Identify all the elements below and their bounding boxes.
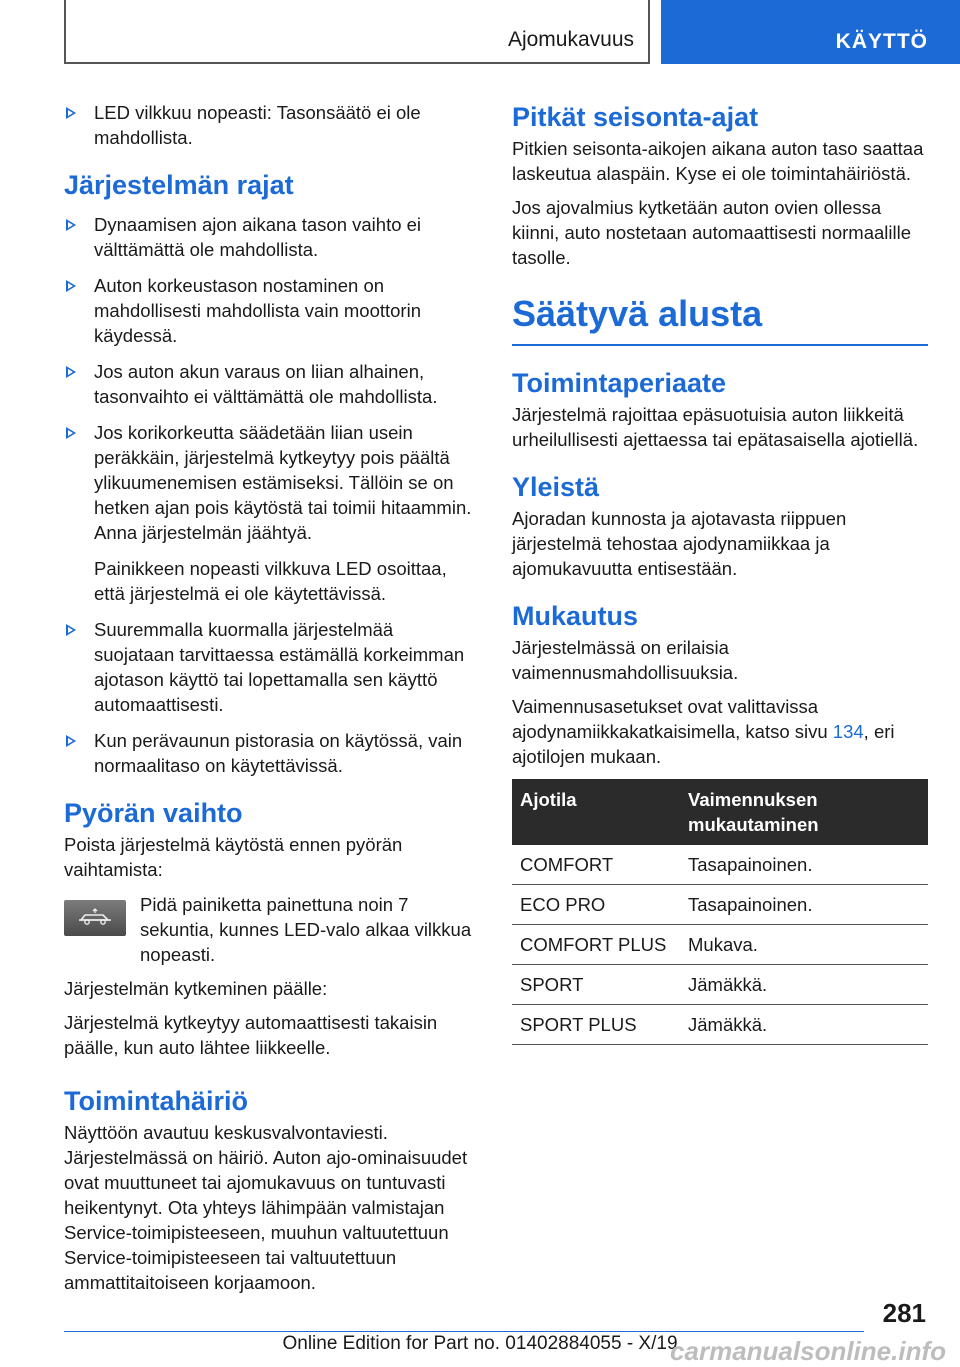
wheel-on-text: Järjestelmä kytkeytyy automaattisesti takaisin päälle, kun auto lähtee liikkeelle.: [64, 1012, 438, 1058]
header-section-title: Ajomukavuus: [507, 28, 634, 51]
button-instruction-text: Pidä painiketta painettuna noin 7 sekuntia, kunnes LED-valo alkaa vilkkua nopeasti.: [140, 894, 472, 965]
bullet-text: Kun perävaunun pistorasia on käytössä, vain normaalitaso on käytettävissä.: [94, 730, 463, 776]
table-cell: Tasapainoinen.: [680, 885, 928, 925]
adaptation-text-2: [512, 694, 928, 769]
bullet-item: [64, 420, 478, 606]
footer-edition: Online Edition for Part no. 01402884055 - X/19: [282, 1333, 678, 1354]
table-row: [512, 885, 928, 925]
table-header-row: [512, 779, 928, 845]
header-chapter-tab: [661, 0, 960, 64]
malfunction-text: Näyttöön avautuu keskusvalvontaviesti. Järjestelmässä on häiriö. Auton ajo-ominaisuudet ovat muuttuneet tai ajomukavuus on tuntuvasti heikentynyt. Ota yhteys lähimpään valmistajan Service-toimipisteeseen, muuhun valtuutettuun Service-toimipisteeseen tai valtuutettuun ammattitaitoiseen korjaamoon.: [64, 1122, 468, 1293]
table-cell: ECO PRO: [512, 885, 680, 925]
bullet-text: Jos korikorkeutta säädetään liian usein peräkkäin, järjestelmä kytkeytyy pois päältä ylikuumenemisen estämiseksi. Tällöin se on hetken ajan pois käytöstä tai toimii hitaammin. Anna järjestelmän jäähtyä.: [94, 422, 472, 543]
right-column: [512, 100, 928, 1045]
bullet-text: Jos auton akun varaus on liian alhainen, tasonvaihto ei välttämättä ole mahdollista.: [94, 361, 438, 407]
bullet-text: LED vilkkuu nopeasti: Tasonsäätö ei ole mahdollista.: [94, 102, 421, 148]
adaptation-text-2-pre: Vaimennusasetukset ovat valittavissa ajodynamiikkakatkaisimella, katso sivu: [512, 696, 833, 742]
heading-wheel-change: Pyörän vaihto: [64, 798, 243, 828]
bullet-text: Dynaamisen ajon aikana tason vaihto ei välttämättä ole mahdollista.: [94, 214, 422, 260]
parking-text-1: Pitkien seisonta-aikojen aikana auton taso saattaa laskeutua alaspäin. Kyse ei ole toimintahäiriöstä.: [512, 138, 924, 184]
adaptation-text-1: Järjestelmässä on erilaisia vaimennusmahdollisuuksia.: [512, 637, 739, 683]
bullet-item: [64, 212, 478, 262]
bullet-note: Painikkeen nopeasti vilkkuva LED osoittaa, että järjestelmä ei ole käytettävissä.: [94, 558, 447, 604]
table-cell: Jämäkkä.: [680, 965, 928, 1005]
bullet-item: [64, 359, 478, 409]
footer-divider: [64, 1331, 864, 1332]
left-column: [64, 100, 478, 1304]
heading-adaptation: Mukautus: [512, 601, 639, 631]
table-cell: COMFORT: [512, 845, 680, 885]
parking-text-2: Jos ajovalmius kytketään auton ovien ollessa kiinni, auto nostetaan automaattisesti normaalille tasolle.: [512, 197, 912, 268]
wheel-on-label: Järjestelmän kytkeminen päälle:: [64, 978, 328, 999]
wheel-change-text: Poista järjestelmä käytöstä ennen pyörän vaihtamista:: [64, 834, 403, 880]
adaptation-text-2-post: , eri ajotilojen mukaan.: [512, 721, 895, 767]
triangle-bullet-icon: [66, 107, 76, 119]
heading-general: Yleistä: [512, 472, 600, 502]
page-number: 281: [882, 1298, 926, 1328]
table-row: [512, 1005, 928, 1045]
triangle-bullet-icon: [66, 735, 76, 747]
table-row: [512, 925, 928, 965]
general-text: Ajoradan kunnosta ja ajotavasta riippuen järjestelmä tehostaa ajodynamiikkaa ja ajomukavuutta entisestään.: [512, 508, 847, 579]
page-reference-link[interactable]: 134: [832, 721, 864, 742]
table-row: [512, 965, 928, 1005]
table-cell: Tasapainoinen.: [680, 845, 928, 885]
header-chapter-title: KÄYTTÖ: [835, 30, 928, 53]
triangle-bullet-icon: [66, 624, 76, 636]
heading-malfunction: Toimintahäiriö: [64, 1086, 249, 1116]
suspension-button-image: [64, 900, 126, 936]
triangle-bullet-icon: [66, 427, 76, 439]
table-cell: Jämäkkä.: [680, 1005, 928, 1045]
table-cell: COMFORT PLUS: [512, 925, 680, 965]
damping-table: [512, 779, 928, 1045]
car-lift-icon: [75, 907, 115, 929]
header-section-box: [64, 0, 650, 64]
table-cell: Mukava.: [680, 925, 928, 965]
bullet-item: [64, 617, 478, 717]
table-header-drive-mode: Ajotila: [512, 779, 680, 845]
button-instruction: [64, 892, 478, 967]
heading-operating-principle: Toimintaperiaate: [512, 368, 727, 398]
table-row: [512, 845, 928, 885]
table-header-damping: Vaimennuksen mukautaminen: [680, 779, 928, 845]
triangle-bullet-icon: [66, 280, 76, 292]
triangle-bullet-icon: [66, 366, 76, 378]
heading-adjustable-chassis: Säätyvä alusta: [512, 292, 928, 346]
bullet-item: [64, 100, 478, 150]
heading-system-limits: Järjestelmän rajat: [64, 170, 294, 200]
bullet-item: [64, 273, 478, 348]
watermark: carmanualsonline.info: [670, 1336, 946, 1366]
bullet-text: Suuremmalla kuormalla järjestelmää suojataan tarvittaessa estämällä korkeimman ajotason käyttö tai lopettamalla sen käyttö automaattisesti.: [94, 619, 465, 715]
bullet-item: [64, 728, 478, 778]
table-cell: SPORT PLUS: [512, 1005, 680, 1045]
triangle-bullet-icon: [66, 219, 76, 231]
principle-text: Järjestelmä rajoittaa epäsuotuisia auton liikkeitä urheilullisesti ajettaessa tai epätasaisella ajotiellä.: [512, 404, 919, 450]
heading-long-parking: Pitkät seisonta-ajat: [512, 102, 759, 132]
bullet-text: Auton korkeustason nostaminen on mahdollisesti mahdollista vain moottorin käydessä.: [94, 275, 421, 346]
table-cell: SPORT: [512, 965, 680, 1005]
